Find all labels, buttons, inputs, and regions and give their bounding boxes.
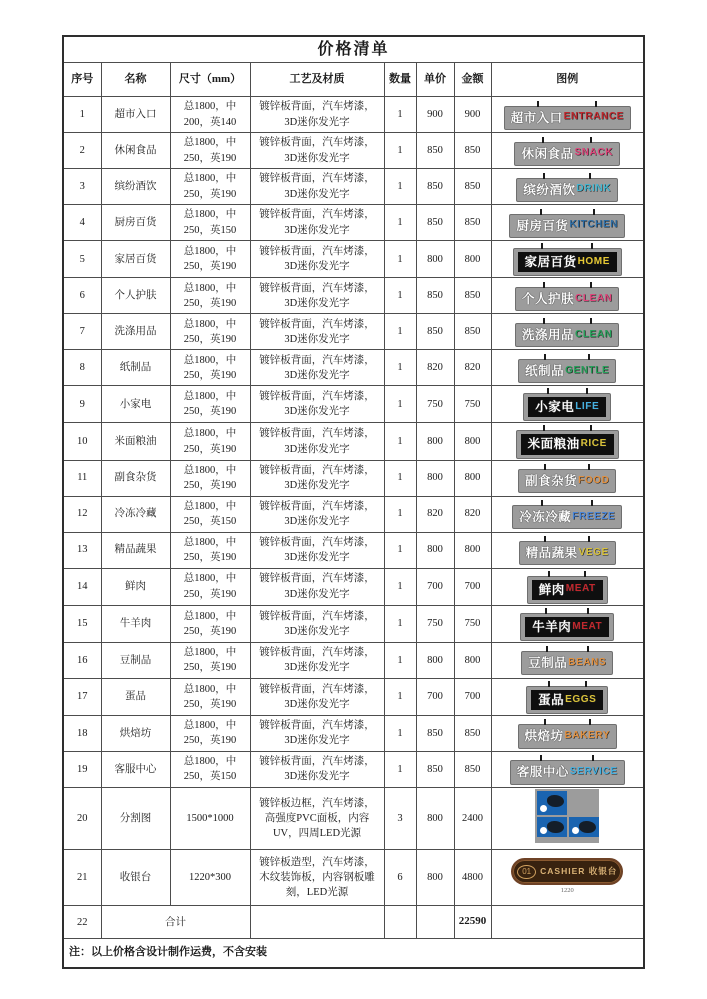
cell-qty: 1 (384, 751, 416, 787)
cell-name: 豆制品 (101, 642, 170, 678)
cell-size: 1500*1000 (170, 787, 250, 849)
cell-amount: 850 (454, 751, 491, 787)
cell-no: 7 (63, 314, 101, 350)
cell-qty: 1 (384, 278, 416, 314)
legend-sign-english: BAKERY (564, 730, 610, 742)
cell-no: 14 (63, 568, 101, 605)
legend-sign-english: GENTLE (565, 364, 610, 376)
poultry-panel (537, 791, 567, 815)
cell-name: 个人护肤 (101, 278, 170, 314)
cell-legend (491, 605, 644, 642)
cell-qty: 1 (384, 568, 416, 605)
cell-size: 1220*300 (170, 850, 250, 906)
cell-size: 总1800，中250，英190 (170, 133, 250, 169)
cell-name: 米面粮油 (101, 423, 170, 460)
legend-sign-english: LIFE (575, 401, 600, 413)
legend-sign-chinese: 小家电 (535, 400, 575, 415)
table-row (63, 532, 644, 568)
cell-amount: 4800 (454, 850, 491, 906)
cell-size: 总1800，中250，英190 (170, 532, 250, 568)
cell-size: 总1800，中250，英190 (170, 169, 250, 205)
cell-amount: 850 (454, 133, 491, 169)
cell-unit-price: 850 (416, 133, 454, 169)
cell-legend (491, 751, 644, 787)
cell-craft: 镀锌板背面，汽车烤漆，3D迷你发光字 (250, 386, 384, 423)
cell-unit-price: 800 (416, 460, 454, 496)
cell-unit-price: 750 (416, 605, 454, 642)
cell-legend (491, 678, 644, 715)
table-row (63, 850, 644, 906)
col-header-legend: 图例 (491, 63, 644, 97)
legend-sign-chinese: 副食杂货 (525, 474, 578, 488)
cell-legend (491, 496, 644, 532)
cashier-sign-thumbnail (511, 858, 623, 895)
cell-amount: 800 (454, 460, 491, 496)
cell-craft: 镀锌板背面，汽车烤漆，3D迷你发光字 (250, 314, 384, 350)
cell-craft: 镀锌板背面，汽车烤漆，3D迷你发光字 (250, 642, 384, 678)
cell-unit-price: 800 (416, 423, 454, 460)
cell-craft: 镀锌板背面，汽车烤漆，3D迷你发光字 (250, 205, 384, 241)
legend-sign (518, 469, 616, 493)
table-row (63, 241, 644, 278)
cell-name: 客服中心 (101, 751, 170, 787)
cell-craft: 镀锌板背面，汽车烤漆，3D迷你发光字 (250, 460, 384, 496)
legend-sign-english: KITCHEN (569, 219, 619, 231)
title-row (63, 36, 644, 63)
legend-sign (521, 651, 613, 675)
page-title: 价格清单 (63, 36, 644, 63)
cell-amount: 700 (454, 678, 491, 715)
table-row (63, 169, 644, 205)
cell-qty: 1 (384, 496, 416, 532)
cell-amount: 800 (454, 423, 491, 460)
cell-legend (491, 133, 644, 169)
cell-amount: 820 (454, 350, 491, 386)
cell-legend (491, 532, 644, 568)
cell-qty: 1 (384, 314, 416, 350)
cell-name: 家居百货 (101, 241, 170, 278)
cell-legend (491, 850, 644, 906)
cell-size: 总1800，中250，英150 (170, 751, 250, 787)
cell-no: 19 (63, 751, 101, 787)
cell-craft: 镀锌板背面，汽车烤漆，3D迷你发光字 (250, 605, 384, 642)
cell-legend (491, 642, 644, 678)
table-row (63, 751, 644, 787)
cell-no: 11 (63, 460, 101, 496)
cell-legend (491, 278, 644, 314)
cell-unit-price: 700 (416, 568, 454, 605)
table-row (63, 133, 644, 169)
cell-name: 冷冻冷藏 (101, 496, 170, 532)
cell-qty: 1 (384, 133, 416, 169)
legend-sign-band (528, 397, 606, 417)
table-body (63, 97, 644, 906)
cell-unit-price: 800 (416, 850, 454, 906)
cell-craft: 镀锌板背面，汽车烤漆，3D迷你发光字 (250, 568, 384, 605)
cell-qty: 1 (384, 423, 416, 460)
legend-sign-english: FREEZE (572, 510, 616, 522)
legend-sign-english: MEAT (572, 620, 603, 632)
legend-sign-chinese: 家居百货 (524, 255, 577, 270)
legend-sign-english: CLEAN (575, 292, 613, 304)
cashier-number-badge: 01 (517, 865, 536, 879)
cell-no: 12 (63, 496, 101, 532)
table-row (63, 787, 644, 849)
cell-name: 蛋品 (101, 678, 170, 715)
cell-craft: 镀锌板背面，汽车烤漆，3D迷你发光字 (250, 278, 384, 314)
total-row (63, 906, 644, 939)
col-header-amount: 金额 (454, 63, 491, 97)
legend-sign (515, 287, 619, 311)
col-header-craft: 工艺及材质 (250, 63, 384, 97)
cell-craft: 镀锌板造型，汽车烤漆，木纹装饰板，内容钢板雕刻，LED光源 (250, 850, 384, 906)
cell-qty: 6 (384, 850, 416, 906)
table-footer (63, 906, 644, 968)
cell-amount: 820 (454, 496, 491, 532)
cell-legend (491, 386, 644, 423)
cell-craft: 镀锌板背面，汽车烤漆，3D迷你发光字 (250, 715, 384, 751)
cell-name: 副食杂货 (101, 460, 170, 496)
price-table (62, 35, 645, 969)
cell-craft: 镀锌板背面，汽车烤漆，3D迷你发光字 (250, 532, 384, 568)
cell-amount: 800 (454, 532, 491, 568)
legend-sign-english: RICE (580, 438, 607, 450)
cell-name: 洗涤用品 (101, 314, 170, 350)
legend-sign-chinese: 客服中心 (516, 765, 569, 780)
header-row (63, 63, 644, 97)
cashier-sign-pill (511, 858, 623, 885)
cell-name: 超市入口 (101, 97, 170, 133)
cell-craft: 镀锌板边框，汽车烤漆，高强度PVC面板，内容UV，四周LED光源 (250, 787, 384, 849)
cell-name: 休闲食品 (101, 133, 170, 169)
cell-no: 22 (63, 906, 101, 939)
cell-qty: 1 (384, 605, 416, 642)
cell-unit-price: 820 (416, 496, 454, 532)
footnote: 注：以上价格含设计制作运费，不含安装 (63, 939, 644, 968)
table-row (63, 423, 644, 460)
table-row (63, 386, 644, 423)
cell-size: 总1800，中250，英190 (170, 605, 250, 642)
legend-sign-band (521, 434, 614, 454)
cell-unit-price: 800 (416, 642, 454, 678)
table-row (63, 496, 644, 532)
table-row (63, 568, 644, 605)
cell-no: 1 (63, 97, 101, 133)
cell-legend (491, 787, 644, 849)
cell-no: 4 (63, 205, 101, 241)
legend-sign (520, 613, 614, 641)
cell-legend (491, 314, 644, 350)
cell-qty: 1 (384, 386, 416, 423)
cell-name: 烘焙坊 (101, 715, 170, 751)
col-header-no: 序号 (63, 63, 101, 97)
legend-sign-english: ENTRANCE (563, 111, 624, 123)
cell-legend (491, 205, 644, 241)
cell-qty: 1 (384, 678, 416, 715)
legend-sign-english: EGGS (565, 693, 597, 705)
cell-craft: 镀锌板背面，汽车烤漆，3D迷你发光字 (250, 241, 384, 278)
legend-sign-chinese: 缤纷酒饮 (523, 182, 576, 197)
cell-no: 10 (63, 423, 101, 460)
legend-sign-english: SERVICE (569, 766, 618, 778)
cell-no: 16 (63, 642, 101, 678)
cell-unit-price: 900 (416, 97, 454, 133)
cell-unit-price: 850 (416, 314, 454, 350)
legend-sign (509, 214, 625, 238)
cell-craft: 镀锌板背面，汽车烤漆，3D迷你发光字 (250, 423, 384, 460)
legend-sign-english: VEGE (578, 546, 609, 558)
cell-qty: 1 (384, 532, 416, 568)
cell-size: 总1800，中250，英190 (170, 386, 250, 423)
cell-craft: 镀锌板背面，汽车烤漆，3D迷你发光字 (250, 496, 384, 532)
cell-qty: 1 (384, 205, 416, 241)
legend-sign-english: DRINK (576, 183, 612, 195)
cell-unit-price: 800 (416, 787, 454, 849)
cell-no: 18 (63, 715, 101, 751)
cell-unit-price: 850 (416, 205, 454, 241)
legend-sign-band (531, 690, 603, 710)
cell-unit-price-empty (416, 906, 454, 939)
segment-diagram-thumbnail (535, 789, 599, 843)
cell-size: 总1800，中250，英190 (170, 278, 250, 314)
cell-legend (491, 350, 644, 386)
legend-sign-chinese: 蛋品 (538, 692, 565, 707)
cell-unit-price: 850 (416, 169, 454, 205)
beef-panel (569, 817, 599, 837)
cell-name: 精品蔬果 (101, 532, 170, 568)
cell-qty: 1 (384, 715, 416, 751)
legend-sign-chinese: 厨房百货 (516, 218, 569, 233)
col-header-name: 名称 (101, 63, 170, 97)
cell-legend (491, 423, 644, 460)
legend-sign-band (525, 617, 609, 637)
cell-amount: 900 (454, 97, 491, 133)
cell-name: 牛羊肉 (101, 605, 170, 642)
cell-qty: 1 (384, 350, 416, 386)
cell-amount: 700 (454, 568, 491, 605)
legend-sign (514, 142, 620, 166)
cell-qty-empty (384, 906, 416, 939)
legend-sign-chinese: 烘焙坊 (524, 729, 564, 744)
cell-craft: 镀锌板背面，汽车烤漆，3D迷你发光字 (250, 751, 384, 787)
cell-legend (491, 97, 644, 133)
cell-no: 2 (63, 133, 101, 169)
table-row (63, 314, 644, 350)
table-row (63, 605, 644, 642)
legend-sign (510, 760, 625, 784)
legend-sign (515, 323, 619, 347)
cell-amount: 750 (454, 605, 491, 642)
cell-size: 总1800，中250，英190 (170, 715, 250, 751)
cell-name: 缤纷酒饮 (101, 169, 170, 205)
legend-sign (519, 541, 616, 565)
cell-name: 纸制品 (101, 350, 170, 386)
legend-sign-english: SNACK (574, 147, 614, 159)
legend-sign (516, 178, 618, 202)
note-row (63, 939, 644, 968)
cell-amount: 800 (454, 241, 491, 278)
legend-sign (518, 724, 617, 748)
cell-legend-empty (491, 906, 644, 939)
cell-size: 总1800，中250，英190 (170, 460, 250, 496)
cell-size: 总1800，中200，英140 (170, 97, 250, 133)
col-header-unit-price: 单价 (416, 63, 454, 97)
cell-unit-price: 850 (416, 278, 454, 314)
cell-size: 总1800，中250，英190 (170, 678, 250, 715)
legend-sign (526, 686, 608, 714)
legend-sign-english: CLEAN (575, 328, 613, 340)
legend-sign (518, 359, 616, 383)
cell-legend (491, 241, 644, 278)
cell-amount: 800 (454, 642, 491, 678)
cell-craft: 镀锌板背面，汽车烤漆，3D迷你发光字 (250, 133, 384, 169)
legend-sign-chinese: 豆制品 (528, 656, 568, 671)
cell-size: 总1800，中250，英190 (170, 568, 250, 605)
cell-legend (491, 568, 644, 605)
legend-sign-english: FOOD (578, 474, 610, 486)
cell-qty: 1 (384, 460, 416, 496)
legend-sign-chinese: 冷冻冷藏 (519, 510, 572, 524)
table-row (63, 350, 644, 386)
cell-no: 15 (63, 605, 101, 642)
table-row (63, 460, 644, 496)
cell-size: 总1800，中250，英190 (170, 423, 250, 460)
cell-unit-price: 850 (416, 751, 454, 787)
cell-no: 8 (63, 350, 101, 386)
cell-unit-price: 820 (416, 350, 454, 386)
legend-sign (513, 248, 622, 276)
legend-sign-english: BEANS (568, 657, 607, 669)
cell-legend (491, 460, 644, 496)
col-header-size: 尺寸（mm） (170, 63, 250, 97)
col-header-qty: 数量 (384, 63, 416, 97)
legend-sign-chinese: 超市入口 (510, 110, 563, 125)
legend-sign (523, 393, 611, 421)
legend-sign-chinese: 米面粮油 (527, 437, 580, 452)
cell-amount: 850 (454, 169, 491, 205)
cell-qty: 1 (384, 97, 416, 133)
cell-legend (491, 715, 644, 751)
cell-size: 总1800，中250，英190 (170, 314, 250, 350)
legend-sign-chinese: 纸制品 (525, 363, 565, 378)
pork-panel (537, 817, 567, 837)
cell-amount: 850 (454, 314, 491, 350)
legend-sign-chinese: 洗涤用品 (522, 327, 575, 342)
legend-sign-band (518, 252, 617, 272)
cell-amount: 850 (454, 278, 491, 314)
cashier-sign-label: CASHIER 收银台 (540, 866, 618, 877)
cell-unit-price: 750 (416, 386, 454, 423)
legend-sign-chinese: 精品蔬果 (525, 546, 578, 560)
table-row (63, 678, 644, 715)
table-row (63, 642, 644, 678)
legend-sign-chinese: 休闲食品 (521, 146, 574, 161)
cell-no: 9 (63, 386, 101, 423)
cell-craft: 镀锌板背面，汽车烤漆，3D迷你发光字 (250, 97, 384, 133)
cell-no: 13 (63, 532, 101, 568)
cell-unit-price: 700 (416, 678, 454, 715)
cell-no: 5 (63, 241, 101, 278)
cell-amount: 2400 (454, 787, 491, 849)
cell-unit-price: 850 (416, 715, 454, 751)
cell-craft: 镀锌板背面，汽车烤漆，3D迷你发光字 (250, 169, 384, 205)
cell-unit-price: 800 (416, 532, 454, 568)
table-row (63, 715, 644, 751)
total-label: 合计 (101, 906, 250, 939)
cell-qty: 1 (384, 241, 416, 278)
cell-amount: 850 (454, 715, 491, 751)
cell-legend (491, 169, 644, 205)
cell-size: 总1800，中250，英150 (170, 205, 250, 241)
table-row (63, 278, 644, 314)
table-row (63, 97, 644, 133)
cell-unit-price: 800 (416, 241, 454, 278)
legend-sign (516, 430, 619, 458)
legend-sign-english: MEAT (565, 583, 596, 595)
cell-no: 17 (63, 678, 101, 715)
cell-size: 总1800，中250，英190 (170, 642, 250, 678)
cell-craft-empty (250, 906, 384, 939)
cell-qty: 1 (384, 169, 416, 205)
legend-sign-chinese: 牛羊肉 (532, 619, 572, 634)
cell-name: 厨房百货 (101, 205, 170, 241)
cell-no: 20 (63, 787, 101, 849)
cell-name: 收银台 (101, 850, 170, 906)
cell-qty: 3 (384, 787, 416, 849)
legend-sign-chinese: 鲜肉 (538, 582, 565, 597)
legend-sign (527, 576, 608, 604)
legend-sign-chinese: 个人护肤 (522, 291, 575, 306)
cell-name: 鲜肉 (101, 568, 170, 605)
cell-size: 总1800，中250，英190 (170, 241, 250, 278)
legend-sign-band (532, 580, 603, 600)
cell-amount: 850 (454, 205, 491, 241)
cell-name: 分割图 (101, 787, 170, 849)
cell-no: 3 (63, 169, 101, 205)
legend-sign-english: HOME (577, 256, 610, 267)
cell-name: 小家电 (101, 386, 170, 423)
cell-craft: 镀锌板背面，汽车烤漆，3D迷你发光字 (250, 678, 384, 715)
cell-amount: 750 (454, 386, 491, 423)
cell-size: 总1800，中250，英190 (170, 350, 250, 386)
total-amount: 22590 (454, 906, 491, 939)
cell-no: 6 (63, 278, 101, 314)
cell-craft: 镀锌板背面，汽车烤漆，3D迷你发光字 (250, 350, 384, 386)
legend-sign (512, 505, 622, 529)
cell-qty: 1 (384, 642, 416, 678)
cashier-dimension-label: 1220 (560, 887, 574, 895)
table-row (63, 205, 644, 241)
legend-sign (504, 106, 631, 130)
cell-size: 总1800，中250，英150 (170, 496, 250, 532)
cell-no: 21 (63, 850, 101, 906)
